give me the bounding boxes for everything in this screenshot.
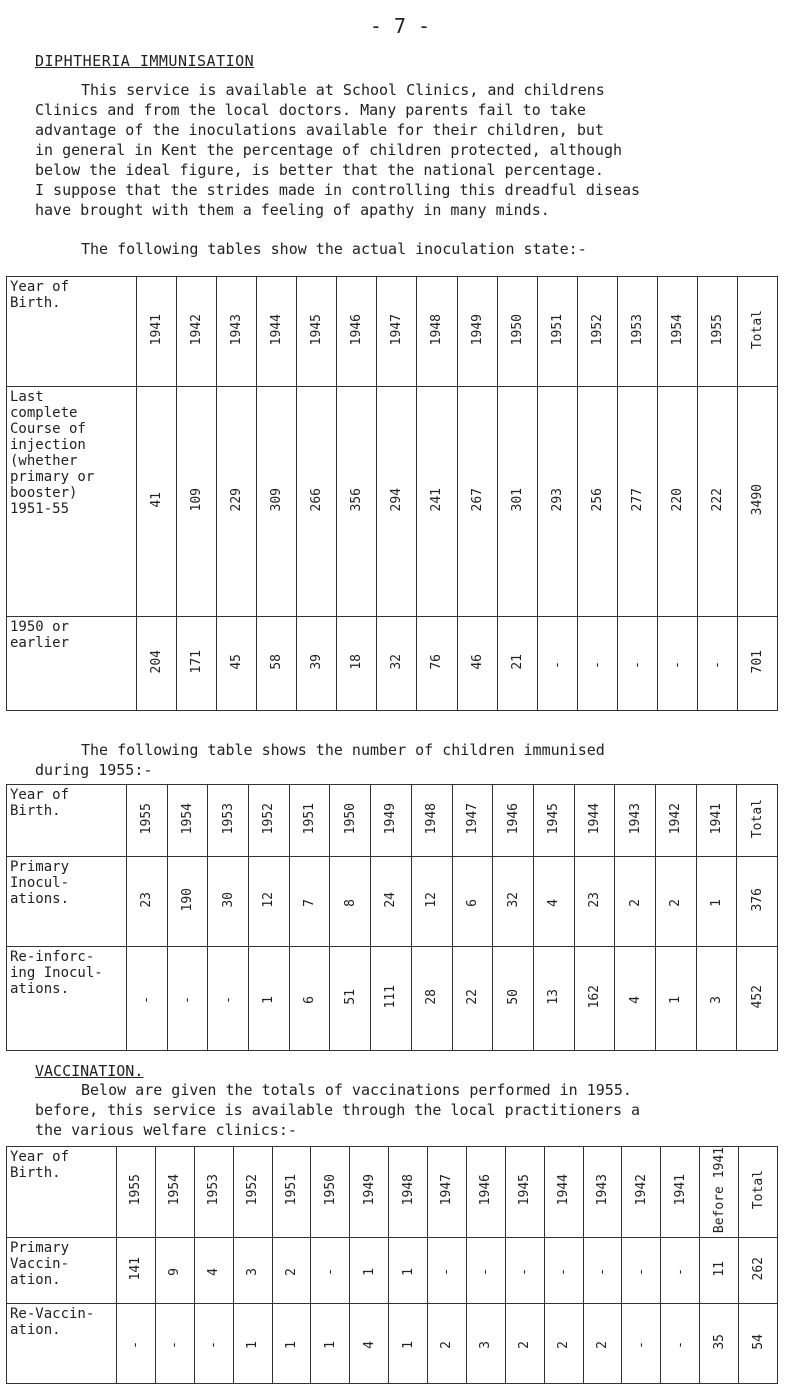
value-cell: 1: [249, 947, 290, 1051]
value-cell: -: [428, 1238, 467, 1304]
intro-paragraph: [35, 80, 795, 220]
year-header-cell: 1948: [411, 785, 452, 857]
value-cell: -: [537, 617, 577, 711]
row-label: Primary Vaccin- ation.: [7, 1238, 117, 1304]
value-cell: 1: [696, 857, 737, 947]
year-header-cell: 1952: [577, 277, 617, 387]
value-cell: 220: [657, 387, 697, 617]
year-of-birth-label: Year of Birth.: [7, 277, 137, 387]
year-header-cell: 1946: [337, 277, 377, 387]
value-cell: 41: [137, 387, 177, 617]
year-header-cell: 1954: [155, 1147, 194, 1238]
value-cell: 1: [311, 1304, 350, 1384]
value-cell: -: [577, 617, 617, 711]
value-cell: 1: [389, 1238, 428, 1304]
year-header-cell: 1951: [537, 277, 577, 387]
page-number: - 7 -: [369, 14, 431, 38]
year-header-cell: 1946: [466, 1147, 505, 1238]
intro-line: below the ideal figure, is better that the national percentage.: [35, 161, 604, 179]
intro-line: I suppose that the strides made in controlling this dreadful diseas: [35, 181, 641, 199]
year-header-cell: 1942: [655, 785, 696, 857]
year-header-cell: Total: [737, 277, 777, 387]
year-header-cell: 1944: [574, 785, 615, 857]
year-header-cell: 1950: [497, 277, 537, 387]
value-cell: -: [311, 1238, 350, 1304]
intro-line: in general in Kent the percentage of children protected, although: [35, 141, 622, 159]
value-cell: 23: [574, 857, 615, 947]
year-header-cell: 1942: [177, 277, 217, 387]
value-cell: 204: [137, 617, 177, 711]
year-header-cell: 1943: [217, 277, 257, 387]
value-cell: 267: [457, 387, 497, 617]
year-header-cell: 1949: [350, 1147, 389, 1238]
value-cell: 54: [739, 1304, 778, 1384]
value-cell: 28: [411, 947, 452, 1051]
value-cell: 51: [330, 947, 371, 1051]
year-header-cell: 1941: [661, 1147, 700, 1238]
value-cell: 229: [217, 387, 257, 617]
year-header-cell: 1955: [697, 277, 737, 387]
immunised-1955-table: [6, 784, 778, 1051]
year-header-cell: 1951: [272, 1147, 311, 1238]
value-cell: -: [466, 1238, 505, 1304]
tables-intro: The following tables show the actual inoculation state:-: [81, 240, 587, 258]
value-cell: 7: [289, 857, 330, 947]
value-cell: 262: [739, 1238, 778, 1304]
value-cell: -: [167, 947, 208, 1051]
value-cell: 241: [417, 387, 457, 617]
value-cell: 21: [497, 617, 537, 711]
value-cell: 2: [655, 857, 696, 947]
value-cell: 30: [208, 857, 249, 947]
year-of-birth-label: Year of Birth.: [7, 785, 127, 857]
value-cell: 1: [233, 1304, 272, 1384]
value-cell: 452: [737, 947, 778, 1051]
value-cell: -: [697, 617, 737, 711]
value-cell: 3: [696, 947, 737, 1051]
value-cell: 171: [177, 617, 217, 711]
value-cell: -: [155, 1304, 194, 1384]
value-cell: 2: [505, 1304, 544, 1384]
value-cell: 4: [350, 1304, 389, 1384]
year-header-cell: 1943: [583, 1147, 622, 1238]
value-cell: -: [583, 1238, 622, 1304]
value-cell: 22: [452, 947, 493, 1051]
year-header-cell: 1947: [452, 785, 493, 857]
value-cell: 3: [233, 1238, 272, 1304]
section-heading: DIPHTHERIA IMMUNISATION: [35, 52, 255, 70]
value-cell: -: [208, 947, 249, 1051]
value-cell: 50: [493, 947, 534, 1051]
value-cell: 24: [371, 857, 412, 947]
year-header-cell: 1950: [311, 1147, 350, 1238]
value-cell: -: [505, 1238, 544, 1304]
value-cell: 4: [615, 947, 656, 1051]
intro-line: advantage of the inoculations available for their children, but: [35, 121, 604, 139]
year-header-cell: 1950: [330, 785, 371, 857]
row-label: 1950 or earlier: [7, 617, 137, 711]
value-cell: 3: [466, 1304, 505, 1384]
value-cell: 2: [272, 1238, 311, 1304]
value-cell: -: [617, 617, 657, 711]
value-cell: -: [194, 1304, 233, 1384]
value-cell: 6: [289, 947, 330, 1051]
intro-line: have brought with them a feeling of apathy in many minds.: [35, 201, 550, 219]
value-cell: 45: [217, 617, 257, 711]
year-header-cell: 1947: [428, 1147, 467, 1238]
year-header-cell: 1949: [371, 785, 412, 857]
value-cell: 277: [617, 387, 657, 617]
row-label: Re-inforc- ing Inocul- ations.: [7, 947, 127, 1051]
year-header-cell: Before 1941: [700, 1147, 739, 1238]
value-cell: 294: [377, 387, 417, 617]
year-header-cell: 1954: [657, 277, 697, 387]
value-cell: 701: [737, 617, 777, 711]
row-label: Primary Inocul- ations.: [7, 857, 127, 947]
year-header-cell: 1955: [117, 1147, 156, 1238]
year-header-cell: 1941: [696, 785, 737, 857]
value-cell: 309: [257, 387, 297, 617]
year-header-cell: Total: [737, 785, 778, 857]
year-header-cell: 1947: [377, 277, 417, 387]
value-cell: 111: [371, 947, 412, 1051]
value-cell: 39: [297, 617, 337, 711]
value-cell: 46: [457, 617, 497, 711]
year-header-cell: 1951: [289, 785, 330, 857]
value-cell: 58: [257, 617, 297, 711]
year-header-cell: 1955: [127, 785, 168, 857]
value-cell: 1: [350, 1238, 389, 1304]
value-cell: 1: [655, 947, 696, 1051]
year-header-cell: 1953: [208, 785, 249, 857]
value-cell: 1: [272, 1304, 311, 1384]
value-cell: 141: [117, 1238, 156, 1304]
value-cell: 12: [411, 857, 452, 947]
value-cell: -: [622, 1304, 661, 1384]
year-header-cell: 1949: [457, 277, 497, 387]
value-cell: 6: [452, 857, 493, 947]
value-cell: 9: [155, 1238, 194, 1304]
value-cell: 376: [737, 857, 778, 947]
value-cell: 256: [577, 387, 617, 617]
vaccination-heading: VACCINATION.: [35, 1062, 144, 1080]
year-header-cell: 1944: [257, 277, 297, 387]
year-header-cell: 1946: [493, 785, 534, 857]
year-of-birth-label: Year of Birth.: [7, 1147, 117, 1238]
value-cell: 2: [615, 857, 656, 947]
value-cell: 190: [167, 857, 208, 947]
value-cell: 356: [337, 387, 377, 617]
row-label: Re-Vaccin- ation.: [7, 1304, 117, 1384]
value-cell: -: [657, 617, 697, 711]
year-header-cell: 1945: [533, 785, 574, 857]
year-header-cell: 1953: [617, 277, 657, 387]
value-cell: -: [661, 1304, 700, 1384]
year-header-cell: 1952: [233, 1147, 272, 1238]
value-cell: 4: [194, 1238, 233, 1304]
year-header-cell: 1952: [249, 785, 290, 857]
year-header-cell: 1948: [417, 277, 457, 387]
vaccination-table: [6, 1146, 778, 1384]
table2-intro: The following table shows the number of children immunised during 1955:-: [35, 741, 605, 779]
value-cell: 12: [249, 857, 290, 947]
value-cell: 1: [389, 1304, 428, 1384]
year-header-cell: 1948: [389, 1147, 428, 1238]
value-cell: 109: [177, 387, 217, 617]
year-header-cell: 1945: [297, 277, 337, 387]
intro-line: This service is available at School Clinics, and childrens: [81, 81, 605, 99]
value-cell: 4: [533, 857, 574, 947]
intro-line: Clinics and from the local doctors. Many parents fail to take: [35, 101, 586, 119]
value-cell: 162: [574, 947, 615, 1051]
value-cell: 3490: [737, 387, 777, 617]
value-cell: 11: [700, 1238, 739, 1304]
value-cell: -: [127, 947, 168, 1051]
value-cell: 23: [127, 857, 168, 947]
value-cell: 76: [417, 617, 457, 711]
value-cell: 35: [700, 1304, 739, 1384]
value-cell: -: [661, 1238, 700, 1304]
value-cell: 2: [544, 1304, 583, 1384]
value-cell: 266: [297, 387, 337, 617]
year-header-cell: 1944: [544, 1147, 583, 1238]
year-header-cell: Total: [739, 1147, 778, 1238]
inoculation-state-table: [6, 276, 778, 711]
value-cell: 18: [337, 617, 377, 711]
value-cell: -: [544, 1238, 583, 1304]
value-cell: -: [117, 1304, 156, 1384]
value-cell: 293: [537, 387, 577, 617]
value-cell: 8: [330, 857, 371, 947]
value-cell: 32: [377, 617, 417, 711]
value-cell: 222: [697, 387, 737, 617]
value-cell: 32: [493, 857, 534, 947]
year-header-cell: 1942: [622, 1147, 661, 1238]
vaccination-paragraph: Below are given the totals of vaccinations performed in 1955. before, this service is available through the local practitioners a the various welfare clinics:-: [35, 1081, 641, 1139]
value-cell: -: [622, 1238, 661, 1304]
year-header-cell: 1954: [167, 785, 208, 857]
year-header-cell: 1941: [137, 277, 177, 387]
year-header-cell: 1943: [615, 785, 656, 857]
value-cell: 2: [583, 1304, 622, 1384]
value-cell: 301: [497, 387, 537, 617]
year-header-cell: 1945: [505, 1147, 544, 1238]
value-cell: 2: [428, 1304, 467, 1384]
year-header-cell: 1953: [194, 1147, 233, 1238]
value-cell: 13: [533, 947, 574, 1051]
row-label: Last complete Course of injection (whether primary or booster) 1951-55: [7, 387, 137, 617]
